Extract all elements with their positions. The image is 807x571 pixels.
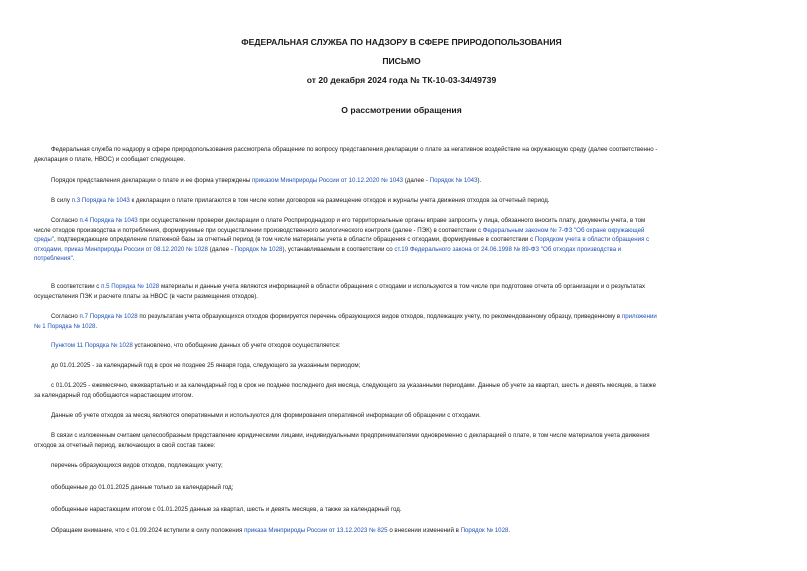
paragraph-3 (34, 196, 769, 206)
text: обобщенные до 01.01.2025 данные только за календарный год; (51, 484, 234, 491)
text: по результатам учета образующихся отходов формируется перечень образующихся видов отходов, подлежащих учету, по рекомендованному образцу, приведенному в (137, 313, 622, 320)
link-item-11-procedure-1028[interactable]: Пунктом 11 Порядка № 1028 (51, 342, 133, 349)
text: В соответствии с (51, 283, 102, 290)
text: за календарный год обобщаются нарастающим итогом. (34, 391, 194, 399)
paragraph-8 (34, 361, 769, 371)
text: обобщенные нарастающим итогом с 01.01.2025 данные за квартал, шесть и девять месяцев, а также за календарный год. (51, 506, 402, 513)
link-order-1043[interactable]: приказом Минприроды России от 10.12.2020 № 1043 (251, 177, 404, 184)
text: с 01.01.2025 - ежемесячно, ежеквартально и за календарный год в срок не позднее последнего дня месяца, следующего за указанными периодами. Данные об учете за квартал, шесть и девять месяцев, а также (51, 382, 657, 389)
text: материалы и данные учета являются информацией в области обращения с отходами и используются в том числе при подготовке отчета об организации и о результатах (159, 283, 646, 290)
paragraph-9 (34, 381, 769, 400)
paragraph-11 (34, 431, 769, 450)
text: (далее - (207, 245, 235, 253)
text: Согласно (51, 217, 80, 224)
text: (далее - (403, 177, 430, 184)
link-procedure-1028[interactable]: Порядок № 1028 (234, 245, 283, 253)
paragraph-6 (34, 312, 769, 331)
link-order-1028[interactable]: отходами, приказ Минприроды России от 08.12.2020 № 1028 (34, 245, 208, 253)
paragraph-4 (34, 216, 769, 264)
text: Федеральная служба по надзору в сфере природопользования рассмотрела обращение по вопросу представления декларации о плате за негативное воздействие на окружающую среду (далее соответственно - (51, 146, 658, 153)
link-p4-procedure-1043[interactable]: п.4 Порядка № 1043 (79, 217, 138, 224)
text: , подтверждающие определение платежной базы за отчетный период (в том числе материалы учета в области обращения с отходами, формируемые в соответствии с (53, 236, 535, 244)
link-appendix[interactable]: приложении (621, 313, 657, 320)
text: Обращаем внимание, что с 01.09.2024 вступили в силу положения (51, 527, 245, 534)
text: В связи с изложенным считаем целесообразным представление юридическими лицами, индивидуальными предпринимателями одновременно с декларацией о плате, в том числе материалов учета движения (51, 432, 650, 439)
link-law-89fz-cont[interactable]: потребления" (34, 255, 73, 263)
link-federal-law-7fz[interactable]: Федеральным законом № 7-ФЗ "Об охране окружающей (482, 226, 645, 234)
text: до 01.01.2025 - за календарный год в срок не позднее 25 января года, следующего за указанным периодом; (51, 362, 361, 369)
text: Данные об учете отходов за месяц являются оперативными и используются для формирования оперативной информации об обращении с отходами. (51, 412, 481, 419)
link-federal-law-7fz-cont[interactable]: среды" (34, 236, 54, 244)
agency-title: ФЕДЕРАЛЬНАЯ СЛУЖБА ПО НАДЗОРУ В СФЕРЕ ПРИРОДОПОЛЬЗОВАНИЯ (241, 37, 562, 47)
text: к декларации о плате прилагаются в том числе копии договоров на размещение отходов и журналы учета движения отходов за отчетный период. (129, 197, 550, 204)
link-p5-procedure-1028[interactable]: п.5 Порядка № 1028 (101, 283, 160, 290)
link-p3-procedure-1043[interactable]: п.3 Порядка № 1043 (71, 197, 130, 204)
paragraph-13 (34, 483, 769, 493)
text: при осуществлении проверки декларации о плате Росприроднадзор и его территориальные органы вправе запросить у лица, обязанного вносить плату, документы учета, в том (137, 217, 646, 224)
text: Порядок представления декларации о плате и ее форма утверждены (51, 177, 252, 184)
text: перечень образующихся видов отходов, подлежащих учету; (51, 462, 223, 469)
text: . (95, 322, 98, 330)
text: . (72, 255, 75, 263)
text: осуществления ПЭК и расчете платы за НВОС (в части размещения отходов). (34, 292, 258, 300)
text: установлено, что обобщение данных об учете отходов осуществляется: (132, 342, 341, 349)
text: отходов за отчетный период, включающих в свой состав также: (34, 441, 216, 449)
document-type: ПИСЬМО (382, 56, 421, 66)
text: о внесении изменений в (387, 527, 461, 534)
link-accounting-procedure[interactable]: Порядком учета в области обращения с (534, 236, 650, 244)
paragraph-10 (34, 411, 769, 421)
paragraph-14 (34, 505, 769, 515)
document-date-number: от 20 декабря 2024 года № ТК-10-03-34/49739 (306, 75, 497, 85)
link-law-89fz[interactable]: ст.19 Федерального закона от 24.06.1998 № 89-ФЗ "Об отходах производства и (394, 245, 622, 253)
link-order-825[interactable]: приказа Минприроды России от 13.12.2023 № 825 (244, 527, 388, 534)
paragraph-7 (34, 341, 769, 351)
text: ), устанавливаемым в соответствии со (282, 245, 395, 253)
link-p7-procedure-1028[interactable]: п.7 Порядка № 1028 (79, 313, 138, 320)
paragraph-1 (34, 145, 769, 164)
paragraph-12 (34, 461, 769, 471)
link-procedure-1043[interactable]: Порядок № 1043 (429, 177, 478, 184)
text: декларация о плате, НВОС) и сообщает следующее. (34, 155, 186, 163)
text: В силу (51, 197, 72, 204)
link-procedure-1028-final[interactable]: Порядок № 1028 (460, 527, 509, 534)
paragraph-15 (34, 526, 769, 536)
text: числе отходов производства и потребления, формируемые при осуществлении производственного экологического контроля (далее - ПЭК) в соответствии с (34, 226, 483, 234)
paragraph-2 (34, 176, 769, 186)
paragraph-5 (34, 282, 769, 301)
text: Согласно (51, 313, 80, 320)
link-appendix-1[interactable]: № 1 Порядка № 1028 (34, 322, 96, 330)
document-subject: О рассмотрении обращения (341, 105, 462, 115)
text: ). (477, 177, 482, 184)
text: . (508, 527, 511, 534)
